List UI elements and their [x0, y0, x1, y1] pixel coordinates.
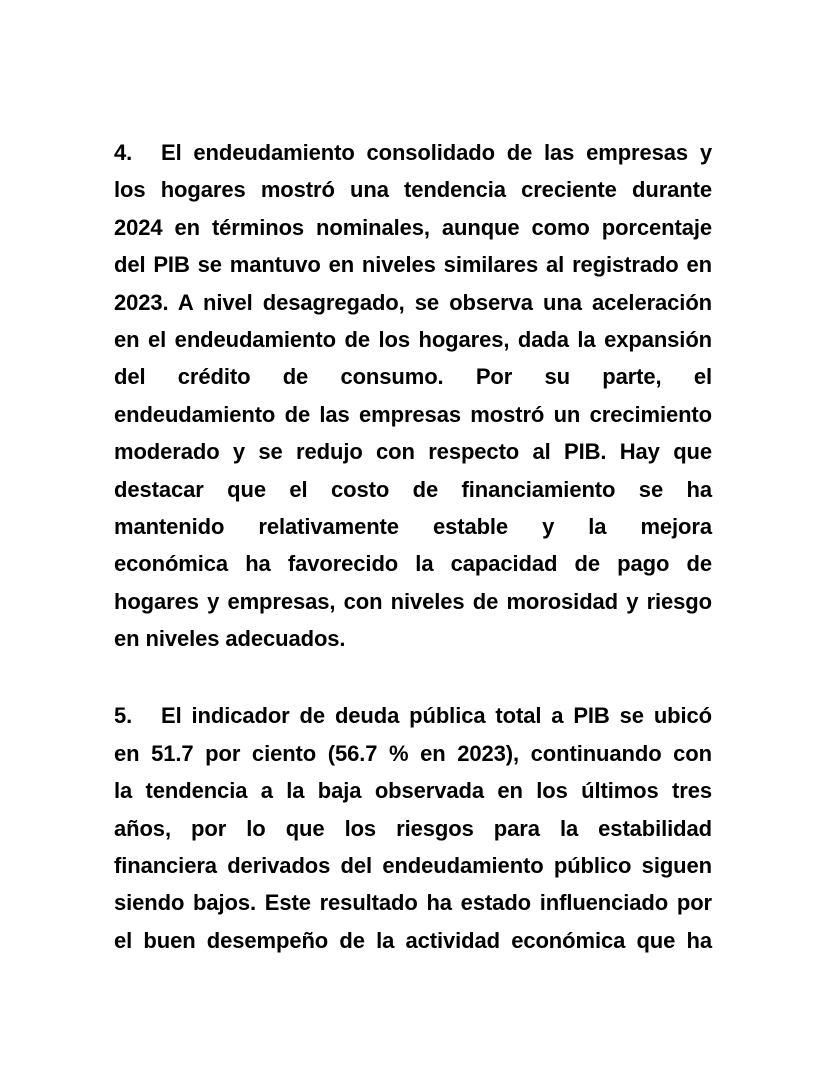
line-text: los hogares mostró una tendencia creciente durante [114, 177, 712, 203]
line-text: moderado y se redujo con respecto al PIB. Hay que [114, 439, 712, 465]
line-text: destacar que el costo de financiamiento se ha [114, 476, 712, 502]
line-text: en el endeudamiento de los hogares, dada la expansión [114, 327, 712, 353]
text-line [114, 545, 712, 582]
line-text: el buen desempeño de la actividad económica que ha [114, 927, 712, 953]
text-line [114, 772, 712, 809]
paragraph-number: 5. [114, 703, 133, 729]
line-text: del crédito de consumo. Por su parte, el [114, 364, 712, 390]
text-line [114, 735, 712, 772]
line-text: la tendencia a la baja observada en los últimos tres [114, 778, 712, 804]
text-line [114, 810, 712, 847]
text-line [114, 471, 712, 508]
text-line [114, 583, 712, 620]
text-line [114, 284, 712, 321]
paragraph [114, 134, 712, 658]
line-text: endeudamiento de las empresas mostró un crecimiento [114, 401, 712, 427]
line-text: económica ha favorecido la capacidad de pago de [114, 551, 712, 577]
text-line [114, 620, 712, 657]
line-text: hogares y empresas, con niveles de morosidad y riesgo [114, 588, 712, 614]
text-line [114, 922, 712, 959]
line-text: 2023. A nivel desagregado, se observa una aceleración [114, 289, 712, 315]
text-line [114, 697, 712, 734]
text-line [114, 134, 712, 171]
line-text: financiera derivados del endeudamiento público siguen [114, 852, 712, 878]
line-text: años, por lo que los riesgos para la estabilidad [114, 815, 712, 841]
line-text: en 51.7 por ciento (56.7 % en 2023), continuando con [114, 740, 712, 766]
line-text: 2024 en términos nominales, aunque como porcentaje [114, 214, 712, 240]
line-text: del PIB se mantuvo en niveles similares al registrado en [114, 252, 712, 278]
text-line [114, 171, 712, 208]
line-text: siendo bajos. Este resultado ha estado influenciado por [114, 890, 712, 916]
text-line [114, 508, 712, 545]
line-text: mantenido relativamente estable y la mejora [114, 514, 712, 540]
text-line [114, 433, 712, 470]
text-line [114, 321, 712, 358]
text-line [114, 396, 712, 433]
text-line [114, 884, 712, 921]
paragraph-number: 4. [114, 140, 133, 165]
line-text: en niveles adecuados. [114, 626, 346, 652]
text-block [114, 134, 712, 999]
line-text: El endeudamiento consolidado de las empresas y [161, 140, 712, 165]
text-line [114, 847, 712, 884]
text-line [114, 209, 712, 246]
line-text: El indicador de deuda pública total a PIB se ubicó [161, 703, 712, 729]
text-line [114, 246, 712, 283]
paragraph [114, 697, 712, 959]
text-line [114, 358, 712, 395]
